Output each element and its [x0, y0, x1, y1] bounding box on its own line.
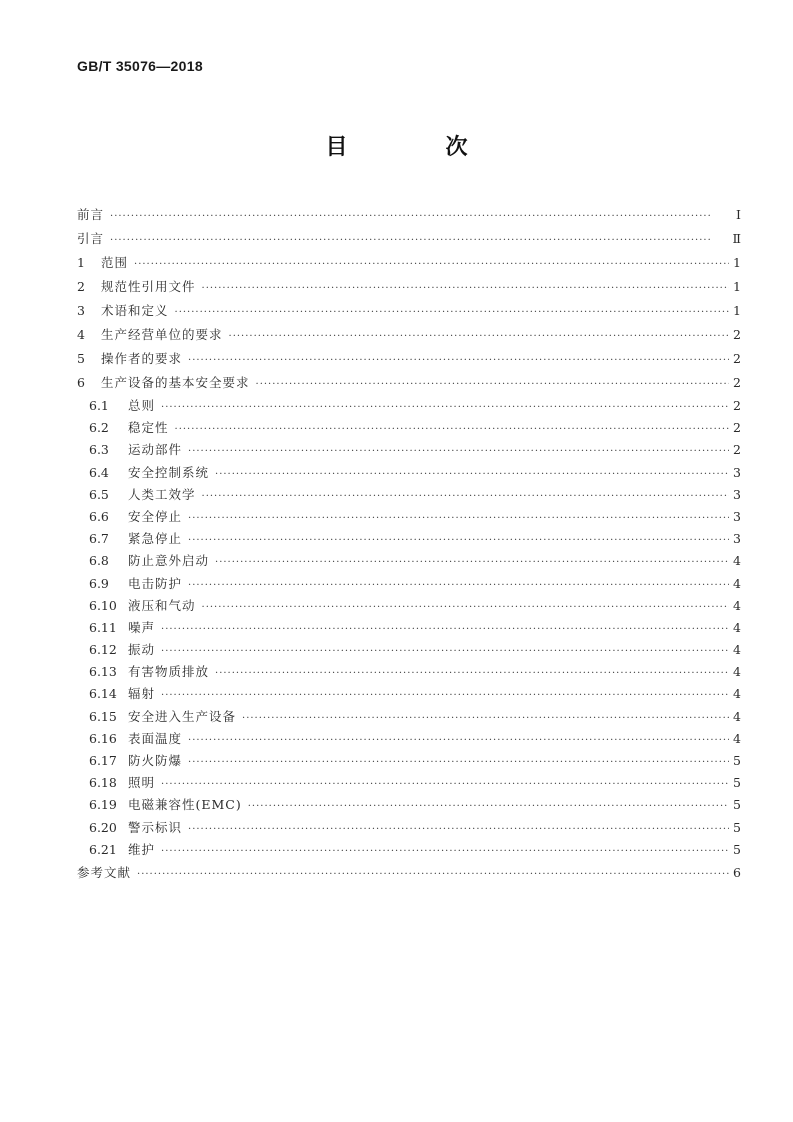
toc-entry-page: 2 — [733, 442, 741, 458]
toc-entry-label: 安全停止 — [128, 508, 183, 524]
toc-leader-dots — [161, 841, 729, 863]
toc-leader-dots — [202, 486, 729, 508]
toc-entry-label: 警示标识 — [128, 819, 183, 835]
toc-entry[interactable] — [77, 251, 741, 275]
toc-entry-number: 6.7 — [89, 531, 109, 547]
toc-entry[interactable] — [77, 299, 741, 323]
toc-leader-dots — [242, 708, 729, 730]
toc-entry-number: 6.14 — [89, 686, 117, 702]
toc-entry[interactable] — [77, 595, 741, 617]
toc-leader-dots — [188, 441, 729, 463]
toc-entry-number: 6.11 — [89, 619, 117, 635]
toc-entry[interactable] — [77, 323, 741, 347]
toc-entry[interactable] — [77, 817, 741, 839]
toc-entry-number: 6.2 — [89, 420, 109, 436]
toc-entry[interactable] — [77, 750, 741, 772]
toc-entry-page: 5 — [733, 753, 741, 768]
toc-entry-label: 生产设备的基本安全要求 — [101, 375, 250, 390]
toc-entry[interactable] — [77, 395, 741, 417]
toc-entry-page: 1 — [733, 279, 741, 294]
toc-entry-page: 4 — [733, 730, 741, 746]
table-of-contents — [77, 203, 741, 885]
toc-entry-label: 紧急停止 — [128, 531, 183, 547]
toc-entry-page: Ⅱ — [732, 231, 741, 246]
toc-entry-page: 3 — [733, 464, 741, 480]
toc-leader-dots — [202, 277, 729, 301]
toc-entry-number: 6.3 — [89, 442, 109, 458]
toc-entry-number: 6.16 — [89, 730, 117, 746]
toc-leader-dots — [137, 863, 729, 887]
toc-entry-label: 防止意外启动 — [128, 553, 210, 569]
toc-entry[interactable] — [77, 728, 741, 750]
toc-entry-number: 5 — [77, 351, 85, 366]
toc-entry-label: 总则 — [128, 398, 156, 413]
toc-entry[interactable] — [77, 417, 741, 439]
toc-entry-label: 辐射 — [128, 686, 156, 702]
toc-entry-number: 2 — [77, 279, 85, 294]
toc-entry-label: 引言 — [77, 231, 105, 246]
toc-entry-page: 4 — [733, 686, 741, 702]
toc-entry-page: 4 — [733, 619, 741, 635]
toc-leader-dots — [110, 205, 729, 229]
toc-leader-dots — [188, 752, 729, 774]
toc-entry[interactable] — [77, 371, 741, 395]
toc-entry[interactable] — [77, 484, 741, 506]
toc-entry-label: 运动部件 — [128, 442, 183, 458]
toc-leader-dots — [110, 229, 728, 253]
toc-entry-number: 6.1 — [89, 398, 109, 413]
toc-leader-dots — [215, 663, 729, 685]
toc-entry-number: 6.4 — [89, 464, 109, 480]
toc-entry[interactable] — [77, 861, 741, 885]
toc-leader-dots — [134, 253, 729, 277]
toc-leader-dots — [202, 597, 729, 619]
toc-entry-number: 6.21 — [89, 841, 117, 857]
toc-leader-dots — [175, 419, 729, 441]
toc-leader-dots — [161, 619, 729, 641]
toc-leader-dots — [188, 508, 729, 530]
toc-entry-label: 电击防护 — [128, 575, 183, 591]
toc-entry[interactable] — [77, 275, 741, 299]
toc-entry[interactable] — [77, 203, 741, 227]
toc-entry-label: 有害物质排放 — [128, 664, 210, 680]
toc-entry-number: 6.5 — [89, 486, 109, 502]
toc-entry-number: 6.13 — [89, 664, 117, 680]
toc-leader-dots — [188, 819, 729, 841]
toc-title: 目 次 — [325, 134, 506, 160]
toc-entry-label: 维护 — [128, 841, 156, 857]
toc-entry-page: 2 — [733, 398, 741, 413]
toc-entry[interactable] — [77, 347, 741, 371]
toc-entry[interactable] — [77, 439, 741, 461]
toc-entry[interactable] — [77, 462, 741, 484]
toc-entry[interactable] — [77, 706, 741, 728]
toc-entry-label: 安全控制系统 — [128, 464, 210, 480]
toc-leader-dots — [229, 325, 729, 349]
toc-entry-page: 4 — [733, 708, 741, 724]
toc-entry-page: 1 — [733, 255, 741, 270]
toc-leader-dots — [188, 349, 729, 373]
toc-entry-number: 6 — [77, 375, 85, 390]
toc-entry[interactable] — [77, 683, 741, 705]
toc-entry-label: 液压和气动 — [128, 597, 196, 613]
toc-entry-label: 操作者的要求 — [101, 351, 183, 366]
toc-entry-label: 规范性引用文件 — [101, 279, 196, 294]
toc-leader-dots — [215, 552, 729, 574]
toc-entry-label: 表面温度 — [128, 730, 183, 746]
toc-entry-label: 安全进入生产设备 — [128, 708, 237, 724]
toc-entry-number: 6.10 — [89, 597, 117, 613]
toc-entry-page: 4 — [733, 597, 741, 613]
standard-code: GB/T 35076—2018 — [77, 58, 203, 74]
toc-entry[interactable] — [77, 227, 741, 251]
toc-entry-label: 术语和定义 — [101, 303, 169, 318]
toc-entry-page: 6 — [733, 864, 741, 880]
toc-entry-label: 振动 — [128, 642, 156, 658]
toc-entry-number: 6.20 — [89, 819, 117, 835]
toc-leader-dots — [188, 730, 729, 752]
toc-entry-label: 电磁兼容性(EMC) — [128, 797, 242, 813]
toc-entry-number: 6.15 — [89, 708, 117, 724]
toc-entry-number: 4 — [77, 327, 85, 342]
toc-entry-page: 2 — [733, 351, 741, 366]
toc-entry-page: 4 — [733, 664, 741, 680]
toc-entry-page: 2 — [733, 327, 741, 342]
toc-entry[interactable] — [77, 573, 741, 595]
toc-entry-number: 3 — [77, 303, 85, 318]
toc-leader-dots — [215, 464, 729, 486]
toc-entry-label: 前言 — [77, 207, 105, 222]
toc-entry-page: 3 — [733, 531, 741, 547]
toc-entry-page: 4 — [733, 642, 741, 658]
toc-leader-dots — [248, 796, 729, 818]
toc-entry[interactable] — [77, 639, 741, 661]
toc-entry-number: 6.19 — [89, 797, 117, 813]
toc-entry-label: 范围 — [101, 255, 129, 270]
toc-entry-label: 防火防爆 — [128, 753, 183, 768]
toc-leader-dots — [188, 530, 729, 552]
toc-entry[interactable] — [77, 550, 741, 572]
toc-leader-dots — [256, 373, 729, 397]
toc-entry-page: 2 — [733, 375, 741, 390]
toc-entry-number: 6.12 — [89, 642, 117, 658]
toc-leader-dots — [161, 685, 729, 707]
toc-entry-number: 6.18 — [89, 775, 117, 791]
toc-leader-dots — [161, 641, 729, 663]
toc-entry-number: 1 — [77, 255, 85, 270]
toc-entry-page: 1 — [733, 303, 741, 318]
toc-leader-dots — [161, 397, 729, 419]
toc-entry-number: 6.8 — [89, 553, 109, 569]
toc-entry[interactable] — [77, 772, 741, 794]
toc-entry-label: 稳定性 — [128, 420, 169, 436]
toc-entry-page: 4 — [733, 553, 741, 569]
toc-entry-page: Ⅰ — [736, 207, 741, 222]
toc-entry-page: 5 — [733, 797, 741, 813]
toc-entry-label: 照明 — [128, 775, 156, 791]
toc-entry-label: 参考文献 — [77, 864, 132, 880]
toc-entry-page: 5 — [733, 775, 741, 791]
toc-entry[interactable] — [77, 794, 741, 816]
toc-entry-label: 人类工效学 — [128, 486, 196, 502]
toc-entry-number: 6.6 — [89, 508, 109, 524]
toc-entry-number: 6.9 — [89, 575, 109, 591]
toc-leader-dots — [161, 774, 729, 796]
toc-leader-dots — [188, 575, 729, 597]
toc-entry-label: 噪声 — [128, 619, 156, 635]
toc-entry[interactable] — [77, 528, 741, 550]
toc-entry[interactable] — [77, 661, 741, 683]
toc-entry-page: 4 — [733, 575, 741, 591]
toc-leader-dots — [175, 301, 729, 325]
toc-entry[interactable] — [77, 617, 741, 639]
toc-entry-page: 5 — [733, 819, 741, 835]
toc-entry-page: 3 — [733, 486, 741, 502]
toc-entry[interactable] — [77, 839, 741, 861]
toc-entry[interactable] — [77, 506, 741, 528]
toc-entry-page: 2 — [733, 420, 741, 436]
toc-entry-page: 5 — [733, 841, 741, 857]
toc-entry-label: 生产经营单位的要求 — [101, 327, 223, 342]
toc-entry-page: 3 — [733, 508, 741, 524]
toc-entry-number: 6.17 — [89, 753, 117, 768]
